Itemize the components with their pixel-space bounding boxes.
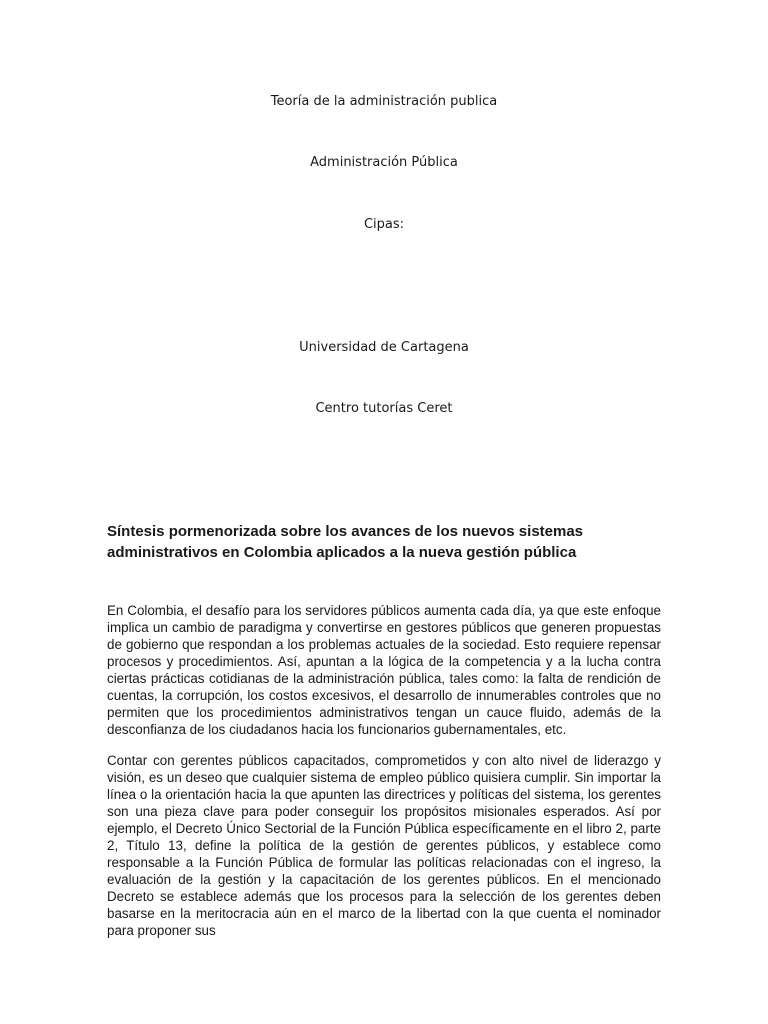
cover-center: Centro tutorías Ceret — [315, 401, 453, 416]
body-paragraph-2: Contar con gerentes públicos capacitados, comprometidos y con alto nivel de liderazgo y visión, es un deseo que cualquier sistema de empleo público quisiera cumplir. Sin importar la línea o la orientación hacia la que apunten las directrices y políticas del sistema, los gerentes son una pieza clave para poder conseguir los propósitos misionales esperados. Así por ejemplo, el Decreto Único Sectorial de la Función Pública específicamente en el libro 2, parte 2, Título 13, define la política de la gestión de gerentes públicos, y establece como responsable a la Función Pública de formular las políticas relacionadas con el ingreso, la evaluación de la gestión y la capacitación de los gerentes públicos. En el mencionado Decreto se establece además que los procesos para la selección de los gerentes deben basarse en la meritocracia aún en el marco de la libertad con la que cuenta el nominador para proponer sus — [107, 753, 661, 938]
cover-subject: Teoría de la administración publica — [270, 94, 498, 109]
cover-cipas: Cipas: — [363, 217, 405, 232]
cover-university: Universidad de Cartagena — [299, 340, 469, 355]
body-paragraph-1: En Colombia, el desafío para los servidores públicos aumenta cada día, ya que este enfoque implica un cambio de paradigma y convertirse en gestores públicos que generen propuestas de gobierno que respondan a los problemas actuales de la sociedad. Esto requiere repensar procesos y procedimientos. Así, apuntan a la lógica de la competencia y a la lucha contra ciertas prácticas cotidianas de la administración pública, tales como: la falta de rendición de cuentas, la corrupción, los costos excesivos, el desarrollo de innumerables controles que no permiten que los procedimientos administrativos tengan un cauce fluido, además de la desconfianza de los ciudadanos hacia los funcionarios gubernamentales, etc. — [107, 603, 661, 737]
cover-program: Administración Pública — [310, 155, 458, 170]
document-heading: Síntesis pormenorizada sobre los avances de los nuevos sistemas administrativos en Colombia aplicados a la nueva gestión pública — [107, 523, 584, 561]
